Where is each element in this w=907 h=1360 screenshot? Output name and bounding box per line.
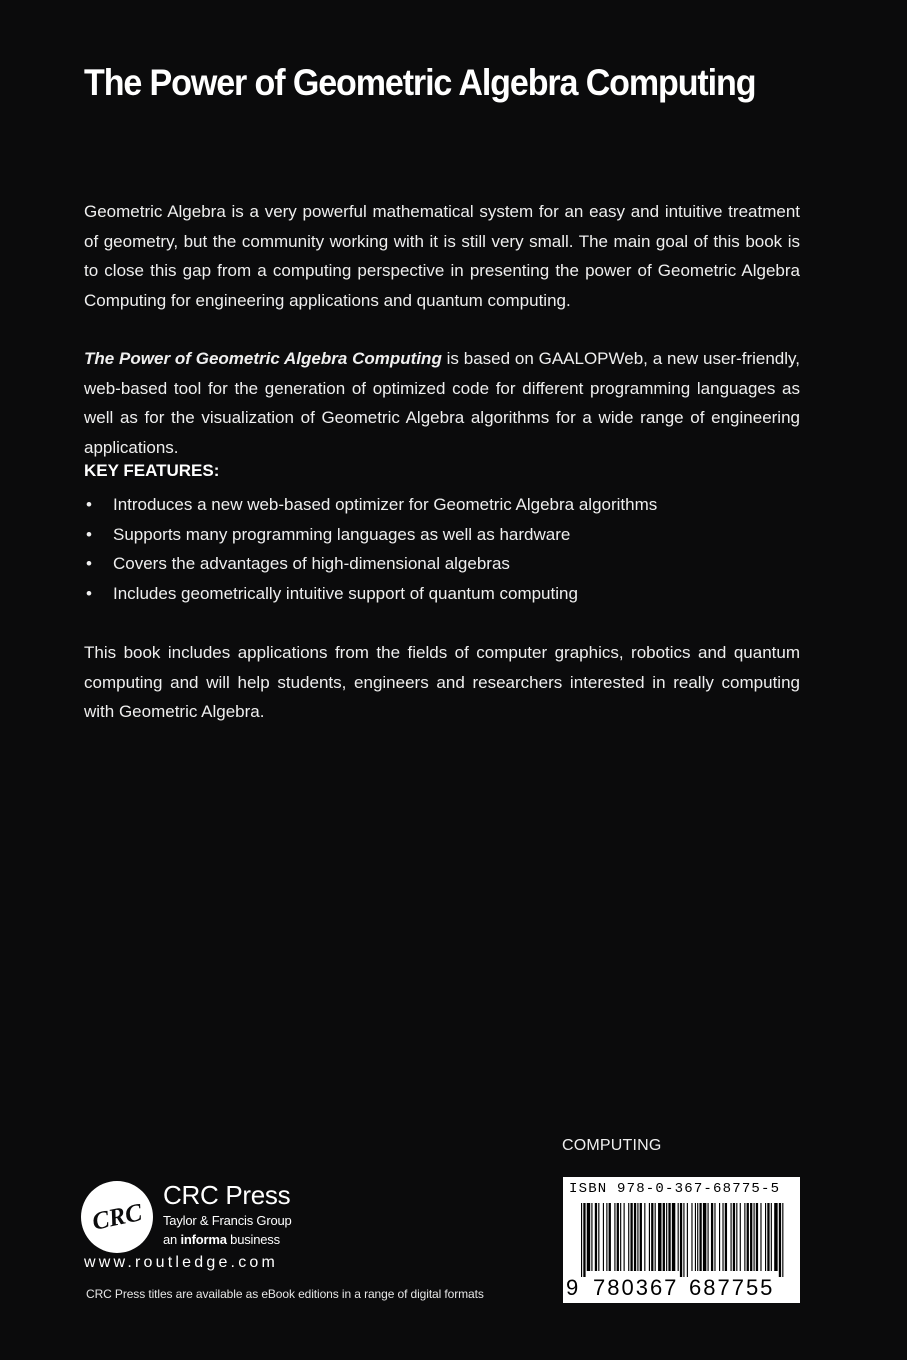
- description-gaalopweb: [84, 344, 800, 462]
- book-title-italic: The Power of Geometric Algebra Computing: [84, 349, 442, 368]
- barcode-bar: [765, 1203, 766, 1271]
- subject-category: COMPUTING: [562, 1137, 662, 1154]
- barcode-bar: [620, 1203, 621, 1271]
- barcode-bar: [666, 1203, 667, 1271]
- barcode-bar: [703, 1203, 706, 1271]
- barcode-bar: [722, 1203, 723, 1271]
- barcode-bar: [747, 1203, 749, 1271]
- barcode-bar: [591, 1203, 592, 1271]
- barcode-bar: [651, 1203, 653, 1271]
- barcode-bar: [663, 1203, 665, 1271]
- barcode-bar: [767, 1203, 769, 1271]
- barcode-bar: [708, 1203, 709, 1271]
- barcode-bars: [581, 1203, 786, 1277]
- description-gaalopweb-text: is based on GAALOPWeb, a new user-friendly, web-based tool for the generation of optimized code for different programming languages as well as for the visualization of Geometric Algebra algorithms for a wide range of engineering applications.: [84, 349, 800, 457]
- key-feature-text: Includes geometrically intuitive support of quantum computing: [113, 583, 578, 603]
- barcode-bar: [750, 1203, 752, 1271]
- informa-prefix: an: [163, 1232, 181, 1247]
- book-title: The Power of Geometric Algebra Computing: [84, 62, 756, 103]
- barcode-digits-group1: 780367: [593, 1275, 679, 1300]
- barcode-bar: [637, 1203, 638, 1271]
- barcode-bar: [711, 1203, 713, 1271]
- barcode-bar: [668, 1203, 670, 1271]
- barcode-bar: [683, 1203, 684, 1277]
- barcode-bar: [603, 1203, 604, 1271]
- publisher-informa: [163, 1232, 280, 1247]
- key-feature-item: [84, 520, 800, 550]
- barcode-digit-first: 9: [566, 1275, 579, 1300]
- description-intro: Geometric Algebra is a very powerful mathematical system for an easy and intuitive treatment of geometry, but the community working with it is still very small. The main goal of this book is to close this gap from a computing perspective in presenting the power of Geometric Algebra Computing for engineering applications and quantum computing.: [84, 202, 800, 310]
- key-feature-text: Supports many programming languages as well as hardware: [113, 524, 571, 544]
- key-feature-item: [84, 579, 800, 609]
- barcode-bar: [782, 1203, 783, 1277]
- barcode-bar: [581, 1203, 582, 1277]
- bullet-icon: •: [86, 554, 92, 573]
- barcode-bar: [609, 1203, 611, 1271]
- isbn-label: ISBN 978-0-367-68775-5: [569, 1181, 781, 1197]
- crc-logo-text: CRC: [89, 1199, 145, 1236]
- barcode-bar: [691, 1203, 692, 1271]
- key-features-heading: KEY FEATURES:: [84, 461, 220, 480]
- barcode-bar: [606, 1203, 607, 1271]
- barcode-bar: [583, 1203, 585, 1277]
- barcode-bar: [644, 1203, 645, 1271]
- key-features-list: [84, 490, 800, 608]
- barcode-bar: [617, 1203, 619, 1271]
- publisher-website[interactable]: www.routledge.com: [84, 1254, 279, 1271]
- barcode-bar: [736, 1203, 737, 1271]
- bullet-icon: •: [86, 583, 92, 603]
- barcode-bar: [756, 1203, 758, 1271]
- barcode-bar: [595, 1203, 597, 1271]
- barcode-bar: [587, 1203, 590, 1271]
- barcode-bar: [634, 1203, 636, 1271]
- crc-logo-icon: [80, 1180, 154, 1254]
- barcode-bar: [640, 1203, 642, 1271]
- isbn-barcode: [563, 1177, 800, 1303]
- barcode-bar: [655, 1203, 656, 1271]
- barcode-bar: [678, 1203, 679, 1271]
- key-feature-text: Covers the advantages of high-dimensional algebras: [113, 554, 510, 573]
- barcode-bar: [771, 1203, 772, 1271]
- bullet-icon: •: [86, 524, 92, 544]
- informa-bold: informa: [180, 1232, 227, 1247]
- barcode-bar: [699, 1203, 701, 1271]
- ebook-note: CRC Press titles are available as eBook editions in a range of digital formats: [86, 1287, 484, 1301]
- barcode-bar: [760, 1203, 761, 1271]
- barcode-bar: [630, 1203, 632, 1271]
- key-feature-text: Introduces a new web-based optimizer for Geometric Algebra algorithms: [113, 495, 658, 514]
- barcode-bar: [628, 1203, 629, 1271]
- informa-suffix: business: [226, 1232, 280, 1247]
- barcode-bar: [687, 1203, 688, 1277]
- publisher-group: Taylor & Francis Group: [163, 1213, 292, 1228]
- barcode-digits-group2: 687755: [689, 1275, 775, 1300]
- barcode-bar: [624, 1203, 625, 1271]
- barcode-bar: [779, 1203, 781, 1277]
- barcode-bar: [733, 1203, 735, 1271]
- description-closing: This book includes applications from the fields of computer graphics, robotics and quantum computing and will help students, engineers and researchers interested in really computing with Geometric Algebra.: [84, 643, 800, 721]
- barcode-bar: [697, 1203, 698, 1271]
- barcode-bar: [740, 1203, 741, 1271]
- barcode-bar: [725, 1203, 727, 1271]
- barcode-bar: [658, 1203, 661, 1271]
- barcode-bar: [598, 1203, 599, 1271]
- barcode-bar: [680, 1203, 682, 1277]
- barcode-bar: [649, 1203, 650, 1271]
- key-feature-item: [84, 490, 800, 520]
- barcode-bar: [731, 1203, 732, 1271]
- barcode-bar: [695, 1203, 696, 1271]
- barcode-bar: [719, 1203, 720, 1271]
- publisher-name: CRC Press: [163, 1180, 291, 1210]
- bullet-icon: •: [86, 495, 92, 514]
- key-feature-item: [84, 549, 800, 579]
- barcode-bar: [774, 1203, 777, 1271]
- barcode-bar: [672, 1203, 675, 1271]
- barcode-bar: [744, 1203, 745, 1271]
- barcode-bar: [754, 1203, 755, 1271]
- barcode-bar: [614, 1203, 615, 1271]
- barcode-bar: [714, 1203, 715, 1271]
